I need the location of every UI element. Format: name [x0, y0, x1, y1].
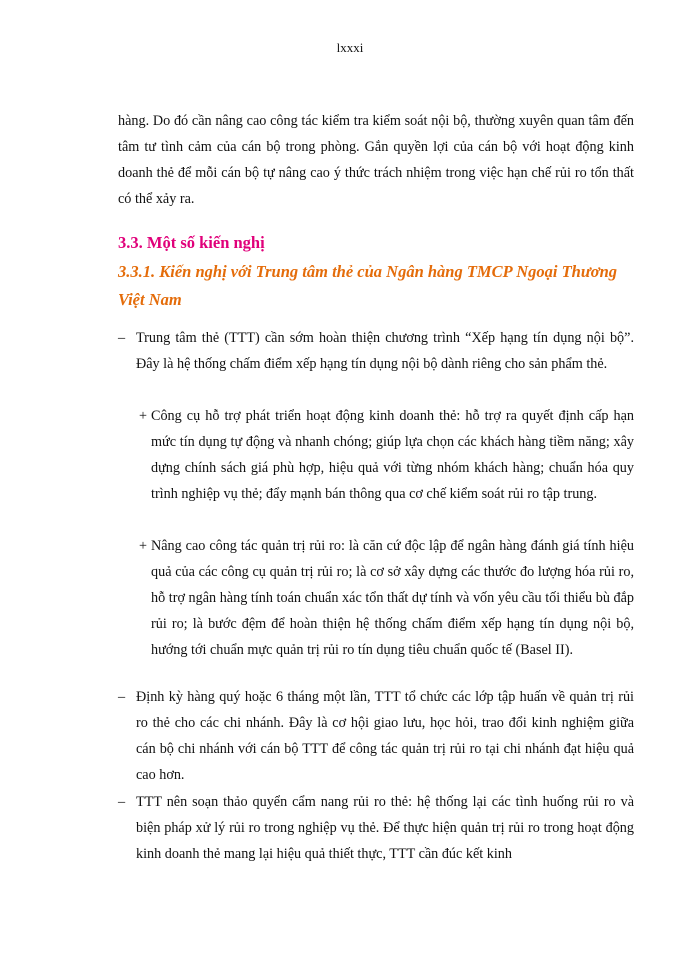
- list-item: TTT nên soạn thảo quyển cẩm nang rủi ro thẻ: hệ thống lại các tình huống rủi ro và biện pháp xử lý rủi ro trong nghiệp vụ thẻ. Để thực hiện quản trị rủi ro trong hoạt động kinh doanh thẻ mang lại hiệu quả thiết thực, TTT cần đúc kết kinh: [136, 794, 634, 862]
- list-item: Định kỳ hàng quý hoặc 6 tháng một lần, TTT tổ chức các lớp tập huấn về quản trị rủi ro thẻ cho các chi nhánh. Đây là cơ hội giao lưu, học hỏi, trao đổi kinh nghiệm giữa cán bộ chi nhánh với cán bộ TTT để công tác quản trị rủi ro tại chi nhánh đạt hiệu quả cao hơn.: [136, 689, 634, 783]
- plus-marker: +: [139, 538, 148, 554]
- dash-marker: –: [118, 689, 126, 705]
- dash-marker: –: [118, 794, 126, 810]
- list-item: Công cụ hỗ trợ phát triển hoạt động kinh doanh thẻ: hỗ trợ ra quyết định cấp hạn mức tín dụng tự động và nhanh chóng; giúp lựa chọn các khách hàng tiềm năng; xây dựng chính sách giá phù hợp, hiệu quả với từng nhóm khách hàng; chuẩn hóa quy trình nghiệp vụ thẻ; đẩy mạnh bán thông qua cơ chế kiểm soát rủi ro tập trung.: [151, 408, 634, 502]
- plus-marker: +: [139, 408, 148, 424]
- list-item: Trung tâm thẻ (TTT) cần sớm hoàn thiện chương trình “Xếp hạng tín dụng nội bộ”. Đây là hệ thống chấm điểm xếp hạng tín dụng nội bộ dành riêng cho sản phẩm thẻ.: [136, 330, 634, 372]
- dash-marker: –: [118, 330, 126, 346]
- page-number: lxxxi: [336, 40, 364, 55]
- subsection-heading: 3.3.1. Kiến nghị với Trung tâm thẻ của Ngân hàng TMCP Ngoại Thương Việt Nam: [118, 262, 617, 309]
- list-item: Nâng cao công tác quản trị rủi ro: là căn cứ độc lập để ngân hàng đánh giá tính hiệu quả của các công cụ quản trị rủi ro; là cơ sở xây dựng các thước đo lượng hóa rủi ro, hỗ trợ ngân hàng tính toán chuẩn xác tổn thất dự tính và vốn yêu cầu tối thiểu bù đắp rủi ro; là bước đệm để hoàn thiện hệ thống chấm điểm xếp hạng tín dụng nội bộ, hướng tới chuẩn mực quản trị rủi ro tín dụng tiêu chuẩn quốc tế (Basel II).: [151, 538, 634, 658]
- section-heading: 3.3. Một số kiến nghị: [118, 233, 265, 252]
- intro-paragraph: hàng. Do đó cần nâng cao công tác kiểm tra kiểm soát nội bộ, thường xuyên quan tâm đến tâm tư tình cảm của cán bộ trong phòng. Gắn quyền lợi của cán bộ với hoạt động kinh doanh thẻ để mỗi cán bộ tự nâng cao ý thức trách nhiệm trong việc hạn chế rủi ro tổn thất có thể xảy ra.: [118, 113, 634, 207]
